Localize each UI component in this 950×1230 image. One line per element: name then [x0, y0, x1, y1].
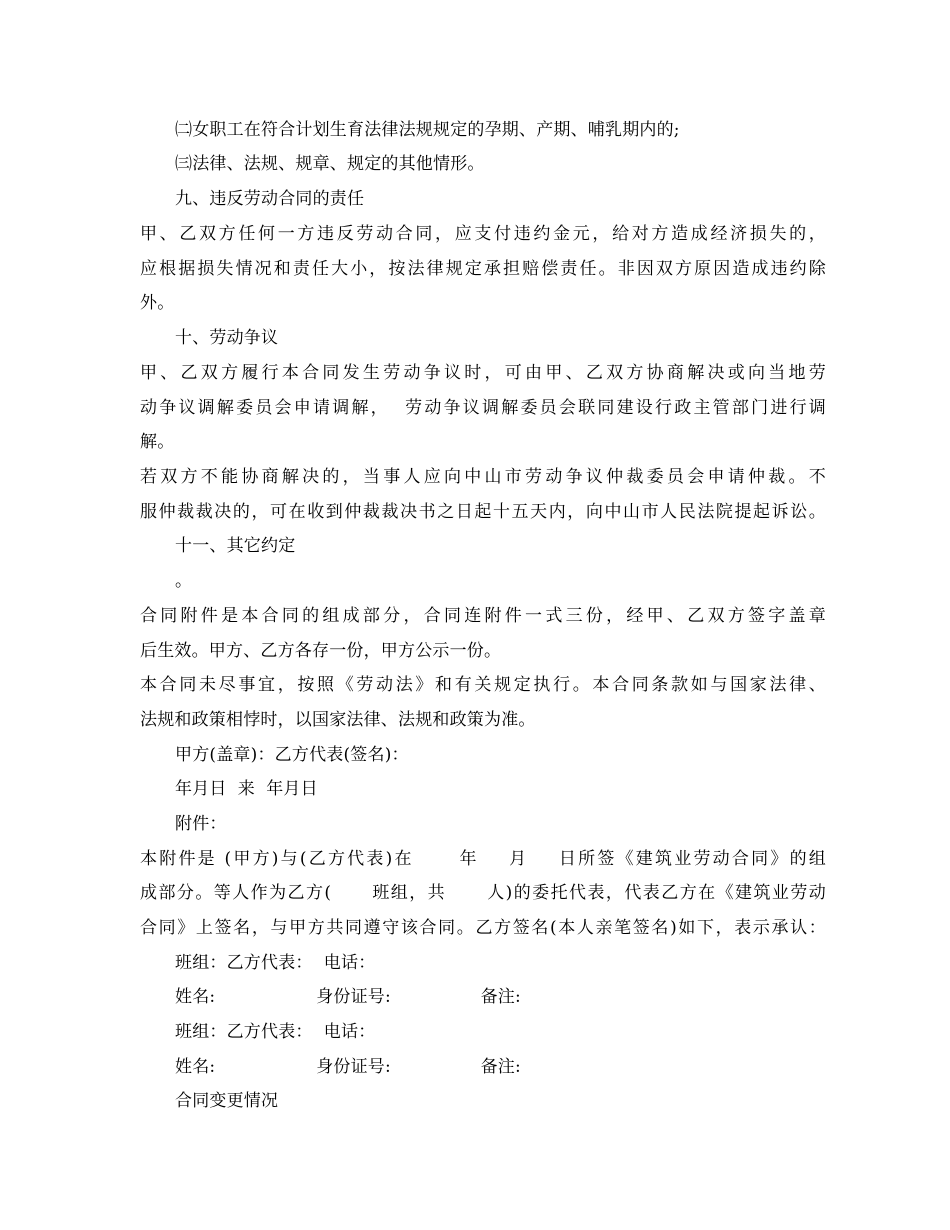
date-line: 年月日 来 年月日 [175, 779, 318, 799]
section-heading-11: 十一、其它约定 [175, 536, 296, 556]
paragraph-line: 法规和政策相悖时，以国家法律、法规和政策为准。 [140, 710, 536, 730]
name-id-line: 姓名: 身份证号: 备注: [175, 987, 521, 1007]
paragraph-line: 本附件是 (甲方)与(乙方代表)在 年 月 日所签《建筑业劳动合同》的组 [140, 849, 826, 869]
paragraph-line: 。 [175, 571, 193, 591]
paragraph-line: 成部分。等人作为乙方( 班组，共 人)的委托代表，代表乙方在《建筑业劳动 [140, 883, 826, 903]
name-id-line: 姓名: 身份证号: 备注: [175, 1057, 521, 1077]
contract-change-heading: 合同变更情况 [175, 1091, 279, 1111]
signature-line: 甲方(盖章)：乙方代表(签名)： [175, 745, 409, 765]
appendix-heading: 附件： [175, 814, 227, 834]
paragraph-line: 后生效。甲方、乙方各存一份，甲方公示一份。 [140, 641, 502, 661]
paragraph-line: 服仲裁裁决的，可在收到仲裁裁决书之日起十五天内，向中山市人民法院提起诉讼。 [140, 502, 826, 522]
section-heading-10: 十、劳动争议 [175, 328, 279, 348]
team-rep-line: 班组：乙方代表： 电话： [175, 953, 376, 973]
paragraph-line: 合同附件是本合同的组成部分，合同连附件一式三份，经甲、乙双方签字盖章 [140, 606, 826, 626]
paragraph-line: 若双方不能协商解决的，当事人应向中山市劳动争议仲裁委员会申请仲裁。不 [140, 467, 826, 487]
paragraph-line: 动争议调解委员会申请调解， 劳动争议调解委员会联同建设行政主管部门进行调 [140, 398, 826, 418]
clause-item-3: ㈢法律、法规、规章、规定的其他情形。 [175, 154, 485, 174]
team-rep-line: 班组：乙方代表： 电话： [175, 1022, 376, 1042]
paragraph-line: 外。 [140, 293, 175, 313]
clause-item-2: ㈡女职工在符合计划生育法律法规规定的孕期、产期、哺乳期内的; [175, 120, 680, 140]
paragraph-line: 甲、乙双方履行本合同发生劳动争议时，可由甲、乙双方协商解决或向当地劳 [140, 363, 826, 383]
paragraph-line: 本合同未尽事宜，按照《劳动法》和有关规定执行。本合同条款如与国家法律、 [140, 675, 826, 695]
section-heading-9: 九、违反劳动合同的责任 [175, 189, 365, 209]
paragraph-line: 合同》上签名，与甲方共同遵守该合同。乙方签名(本人亲笔签名)如下，表示承认： [140, 918, 826, 938]
paragraph-line: 解。 [140, 432, 175, 452]
paragraph-line: 甲、乙双方任何一方违反劳动合同，应支付违约金元，给对方造成经济损失的， [140, 224, 826, 244]
paragraph-line: 应根据损失情况和责任大小，按法律规定承担赔偿责任。非因双方原因造成违约除 [140, 259, 826, 279]
